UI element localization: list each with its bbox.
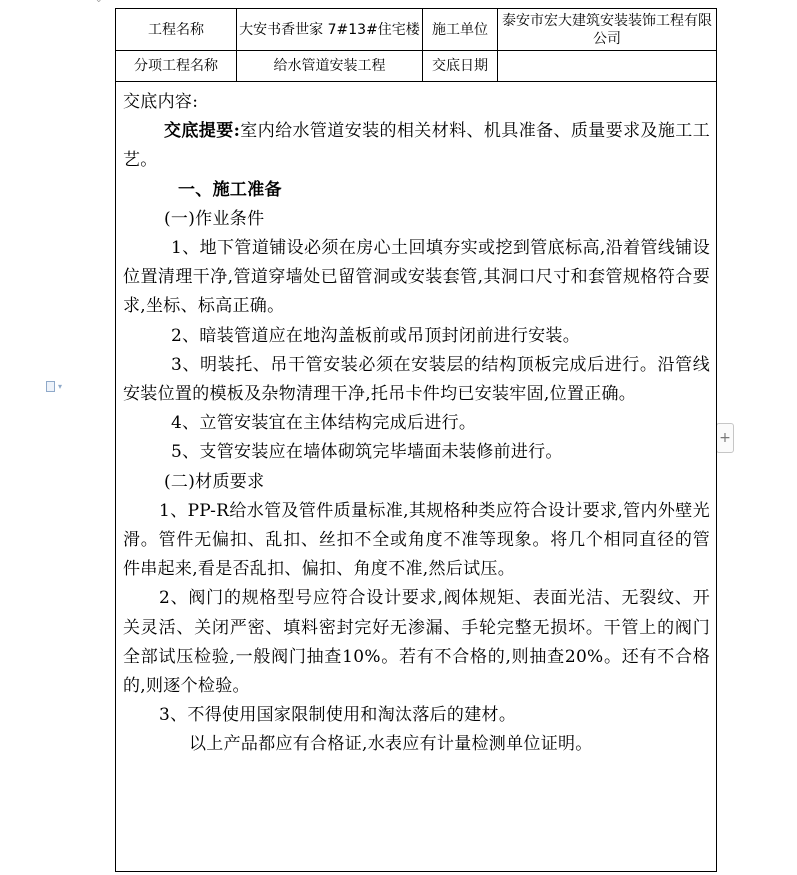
date-value[interactable] xyxy=(498,51,717,82)
sub-project-value[interactable]: 给水管道安装工程 xyxy=(237,51,423,82)
add-row-button[interactable]: + xyxy=(716,423,734,453)
paragraph: 2、阀门的规格型号应符合设计要求,阀体规矩、表面光洁、无裂纹、开关灵活、关闭严密、填料密封完好无渗漏、手轮完整无损坏。干管上的阀门全部试压检验,一般阀门抽查10%。若有不合格的,则抽查20%。还有不合格的,则逐个检验。 xyxy=(123,588,710,697)
closing-paragraph: 以上产品都应有合格证,水表应有计量检测单位证明。 xyxy=(189,734,593,755)
disclosure-content xyxy=(116,82,716,760)
document-icon[interactable]: ▾ xyxy=(46,379,72,395)
paragraph: 4、立管安装宜在主体结构完成后进行。 xyxy=(171,413,477,434)
summary-label: 交底提要: xyxy=(164,121,241,142)
project-name-label: 工程名称 xyxy=(116,9,237,51)
header-row-1 xyxy=(116,9,717,51)
paragraph: 1、地下管道铺设必须在房心土回填夯实或挖到管底标高,沿着管线铺设位置清理干净,管道穿墙处已留管洞或安装套管,其洞口尺寸和套管规格符合要求,坐标、标高正确。 xyxy=(123,238,710,317)
section-title: 一、施工准备 xyxy=(178,179,282,200)
header-row-2 xyxy=(116,51,717,82)
chevron-down-icon: ⌄ xyxy=(95,0,103,5)
date-label: 交底日期 xyxy=(423,51,498,82)
summary-text: 室内给水管道安装的相关材料、机具准备、质量要求及施工工艺。 xyxy=(123,121,710,171)
paragraph: 3、明装托、吊干管安装必须在安装层的结构顶板完成后进行。沿管线安装位置的模板及杂物清理干净,托吊卡件均已安装牢固,位置正确。 xyxy=(123,354,710,405)
subsection-title: (一)作业条件 xyxy=(164,208,265,229)
content-row xyxy=(116,82,717,872)
construction-unit-value[interactable]: 泰安市宏大建筑安装装饰工程有限公司 xyxy=(498,9,717,51)
paragraph: 2、暗装管道应在地沟盖板前或吊顶封闭前进行安装。 xyxy=(171,325,581,346)
sub-project-label: 分项工程名称 xyxy=(116,51,237,82)
paragraph: 5、支管安装应在墙体砌筑完毕墙面未装修前进行。 xyxy=(171,442,563,463)
content-intro: 交底内容: xyxy=(123,92,199,112)
content-cell[interactable] xyxy=(116,82,717,872)
project-name-value[interactable]: 大安书香世家 7#13#住宅楼 xyxy=(237,9,423,51)
summary-paragraph xyxy=(123,117,710,175)
disclosure-table xyxy=(115,8,717,872)
subsection-title: (二)材质要求 xyxy=(164,471,265,492)
paragraph: 1、PP-R给水管及管件质量标准,其规格种类应符合设计要求,管内外壁光滑。管件无偏扣、乱扣、丝扣不全或角度不准等现象。将几个相同直径的管件串起来,看是否乱扣、偏扣、角度不准,然后试压。 xyxy=(123,500,710,580)
construction-unit-label: 施工单位 xyxy=(423,9,498,51)
paragraph: 3、不得使用国家限制使用和淘汰落后的建材。 xyxy=(159,705,517,726)
